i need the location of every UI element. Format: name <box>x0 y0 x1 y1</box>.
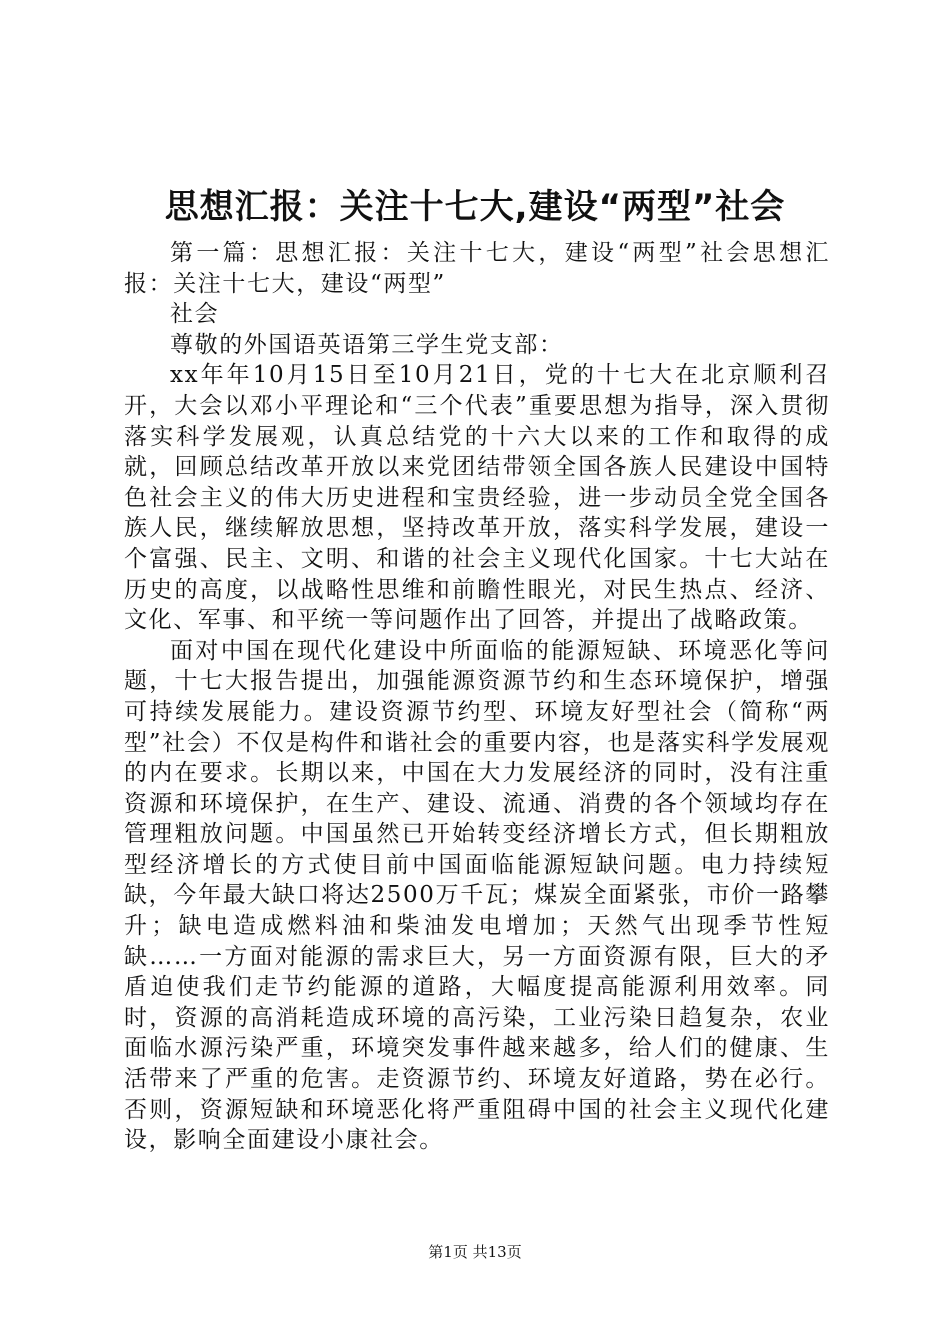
paragraph-heading-continued: 社会 <box>170 301 220 328</box>
paragraph-congress-summary: xx年年10月15日至10月21日，党的十七大在北京顺利召开，大会以邓小平理论和“三个代表”重要思想为指导，深入贯彻落实科学发展观，认真总结党的十六大以来的工作和取得的成就，回顾总结改革开放以来党团结带领全国各族人民建设中国特色社会主义的伟大历史进程和宝贵经验，进一步动员全党全国各族人民，继续解放思想，坚持改革开放，落实科学发展，建设一个富强、民主、文明、和谐的社会主义现代化国家。十七大站在历史的高度，以战略性思维和前瞻性眼光，对民生热点、经济、文化、军事、和平统一等问题作出了回答，并提出了战略政策。 <box>124 362 830 634</box>
document-body <box>124 238 830 1156</box>
paragraph-two-type-society: 面对中国在现代化建设中所面临的能源短缺、环境恶化等问题，十七大报告提出，加强能源资源节约和生态环境保护，增强可持续发展能力。建设资源节约型、环境友好型社会（简称“两型”社会）不仅是构件和谐社会的重要内容，也是落实科学发展观的内在要求。长期以来，中国在大力发展经济的同时，没有注重资源和环境保护，在生产、建设、流通、消费的各个领域均存在管理粗放问题。中国虽然已开始转变经济增长方式，但长期粗放型经济增长的方式使目前中国面临能源短缺问题。电力持续短缺，今年最大缺口将达2500万千瓦；煤炭全面紧张，市价一路攀升；缺电造成燃料油和柴油发电增加；天然气出现季节性短缺……一方面对能源的需求巨大，另一方面资源有限，巨大的矛盾迫使我们走节约能源的道路，大幅度提高能源利用效率。同时，资源的高消耗造成环境的高污染，工业污染日趋复杂，农业面临水源污染严重，环境突发事件越来越多，给人们的健康、生活带来了严重的危害。走资源节约、环境友好道路，势在必行。否则，资源短缺和环境恶化将严重阻碍中国的社会主义现代化建设，影响全面建设小康社会。 <box>124 637 830 1154</box>
document-title: 思想汇报：关注十七大,建设“两型”社会 <box>164 187 786 227</box>
paragraph-heading-line: 第一篇：思想汇报：关注十七大，建设“两型”社会思想汇报：关注十七大，建设“两型” <box>124 240 830 297</box>
page-number-footer: 第1页 共13页 <box>428 1243 522 1261</box>
salutation: 尊敬的外国语英语第三学生党支部： <box>170 331 564 358</box>
